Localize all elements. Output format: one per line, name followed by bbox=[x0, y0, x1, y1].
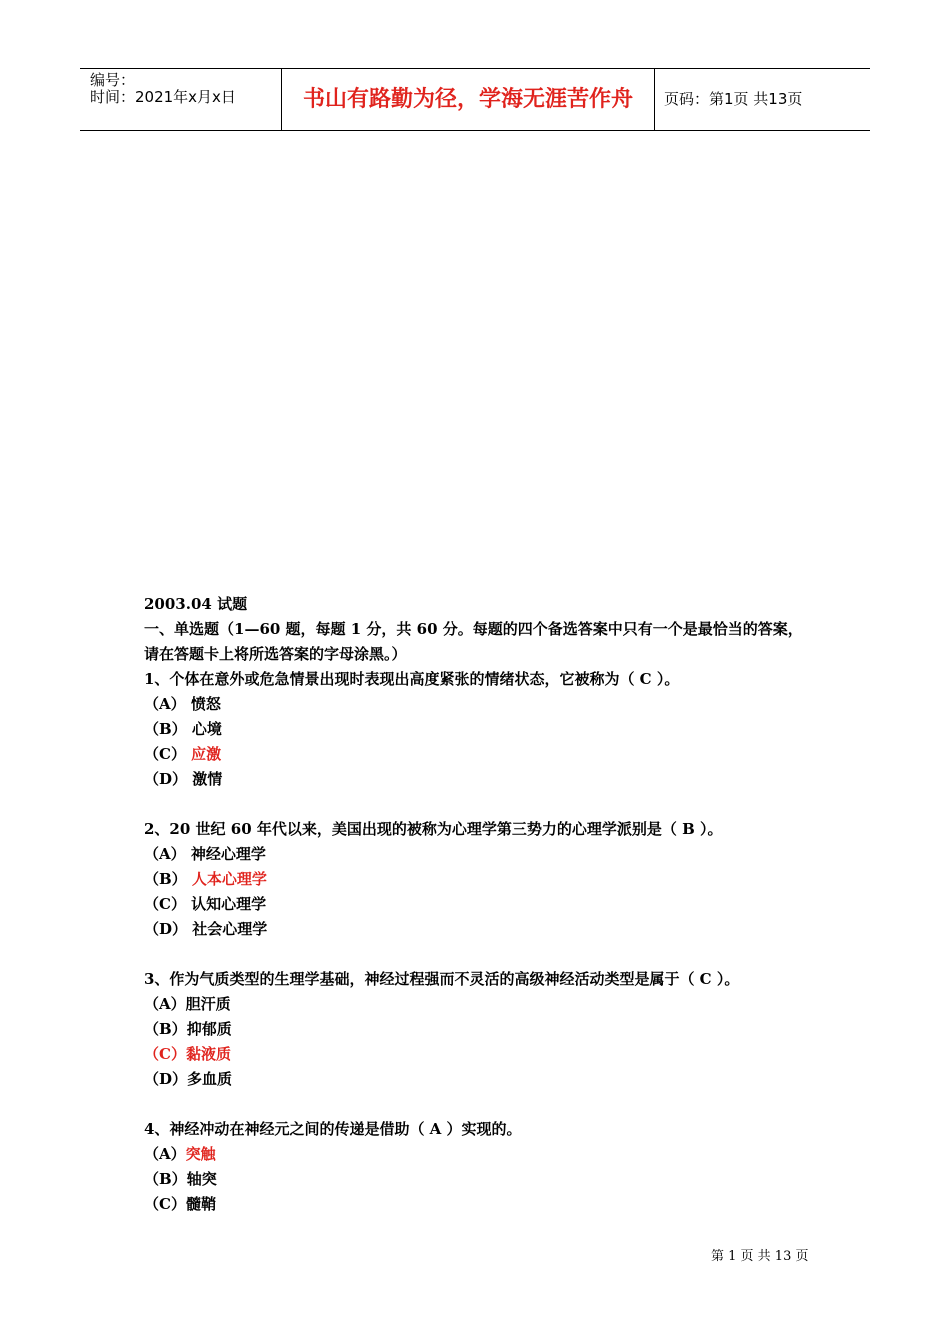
question-stem: 1、个体在意外或危急情景出现时表现出高度紧张的情绪状态，它被称为（ C ）。 bbox=[144, 670, 680, 688]
spacer bbox=[144, 1092, 834, 1117]
correct-answer-text: 人本心理学 bbox=[191, 870, 267, 888]
option-text: 激情 bbox=[192, 770, 223, 788]
footer-page-info: 第 1 页 共 13 页 bbox=[711, 1249, 809, 1264]
correct-answer-text: 应激 bbox=[191, 745, 222, 763]
option-letter: （C） bbox=[144, 1045, 186, 1063]
option-correct bbox=[144, 1142, 834, 1167]
option-letter: （D） bbox=[144, 920, 193, 938]
spacer bbox=[144, 792, 834, 817]
correct-answer-text: 黏液质 bbox=[185, 1045, 231, 1063]
option bbox=[144, 892, 834, 917]
option-text: 轴突 bbox=[186, 1170, 217, 1188]
option-letter: （A） bbox=[144, 1145, 186, 1163]
option-correct bbox=[144, 867, 834, 892]
option-letter: （C） bbox=[144, 745, 192, 763]
header-meta-cell bbox=[80, 69, 282, 130]
option-letter: （D） bbox=[144, 770, 193, 788]
option-text: 多血质 bbox=[187, 1070, 233, 1088]
option-letter: （C） bbox=[144, 1195, 186, 1213]
question-stem: 4、神经冲动在神经元之间的传递是借助（ A ）实现的。 bbox=[144, 1120, 522, 1138]
option-letter: （D） bbox=[144, 1070, 188, 1088]
option bbox=[144, 717, 834, 742]
question-stem: 3、作为气质类型的生理学基础，神经过程强而不灵活的高级神经活动类型是属于（ C ）。 bbox=[144, 970, 740, 988]
correct-answer-text: 突触 bbox=[185, 1145, 216, 1163]
number-label: 编号： bbox=[90, 71, 136, 89]
header-page-cell bbox=[655, 69, 870, 130]
option-letter: （A） bbox=[144, 695, 191, 713]
time-label: 时间：2021年x月x日 bbox=[90, 88, 236, 106]
option-text: 神经心理学 bbox=[190, 845, 266, 863]
option bbox=[144, 767, 834, 792]
option bbox=[144, 917, 834, 942]
option-correct bbox=[144, 742, 834, 767]
option-letter: （A） bbox=[144, 845, 191, 863]
option-text: 愤怒 bbox=[190, 695, 221, 713]
option bbox=[144, 1167, 834, 1192]
option bbox=[144, 1017, 834, 1042]
section-instruction-line-1: 一、单选题（1—60 题，每题 1 分，共 60 分。每题的四个备选答案中只有一个是最恰当的答案， bbox=[144, 620, 803, 638]
option-text: 胆汗质 bbox=[185, 995, 231, 1013]
option-letter: （B） bbox=[144, 870, 192, 888]
page-header bbox=[80, 68, 870, 131]
option bbox=[144, 992, 834, 1017]
option-text: 髓鞘 bbox=[185, 1195, 216, 1213]
exam-content bbox=[144, 592, 834, 1217]
option bbox=[144, 842, 834, 867]
header-motto-cell bbox=[282, 69, 655, 130]
option-letter: （A） bbox=[144, 995, 186, 1013]
motto: 书山有路勤为径，学海无涯苦作舟 bbox=[302, 86, 633, 112]
option-letter: （B） bbox=[144, 1170, 187, 1188]
option-text: 抑郁质 bbox=[186, 1020, 232, 1038]
question-stem: 2、20 世纪 60 年代以来，美国出现的被称为心理学第三势力的心理学派别是（ B ）。 bbox=[144, 820, 723, 838]
option bbox=[144, 1192, 834, 1217]
section-instruction-line-2: 请在答题卡上将所选答案的字母涂黑。） bbox=[144, 645, 407, 663]
exam-title: 2003.04 试题 bbox=[144, 595, 248, 613]
option-letter: （B） bbox=[144, 720, 192, 738]
option bbox=[144, 692, 834, 717]
option bbox=[144, 1067, 834, 1092]
option-text: 心境 bbox=[191, 720, 222, 738]
option-correct bbox=[144, 1042, 834, 1067]
option-letter: （B） bbox=[144, 1020, 187, 1038]
option-letter: （C） bbox=[144, 895, 192, 913]
header-page-info: 页码：第1页 共13页 bbox=[664, 90, 803, 108]
option-text: 社会心理学 bbox=[192, 920, 268, 938]
spacer bbox=[144, 942, 834, 967]
option-text: 认知心理学 bbox=[191, 895, 267, 913]
